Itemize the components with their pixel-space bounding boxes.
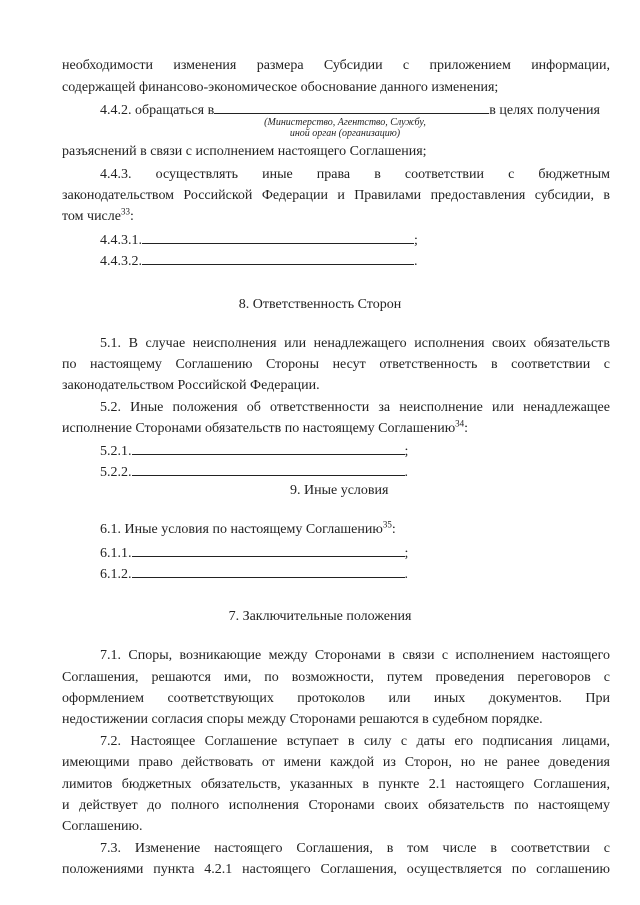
paragraph-line: и действует до полного исполнения Сторонами своих обязательств по настоящему — [62, 798, 610, 813]
paragraph-line: недостижении согласия споры между Сторонами решаются в судебном порядке. — [62, 712, 543, 727]
blank-field — [132, 441, 405, 455]
paragraph-line: 4.4.3. осуществлять иные права в соответствии с бюджетным — [100, 167, 610, 182]
item-end: . — [404, 465, 408, 480]
footnote-ref: 34 — [455, 418, 465, 429]
item-number: 5.2.2. — [100, 465, 132, 480]
paragraph-line: по настоящему Соглашению Стороны несут ответственность в соответствии с — [62, 357, 610, 372]
field-hint: (Министерство, Агентство, Службу, — [264, 117, 426, 128]
paragraph-line: Соглашения, решаются ими, по возможности, путем проведения переговоров с — [62, 670, 610, 685]
item-end: ; — [404, 546, 409, 561]
list-item — [100, 564, 610, 584]
blank-field — [142, 251, 414, 265]
clause-text: том числе — [62, 209, 121, 224]
field-hint: иной орган (организацию) — [289, 128, 401, 139]
item-end: . — [414, 254, 418, 269]
list-item — [100, 230, 610, 250]
list-item — [100, 543, 610, 563]
clause-text: в целях получения — [489, 103, 600, 118]
paragraph-line: положениями пункта 4.2.1 настоящего Соглашения, осуществляется по соглашению — [62, 862, 610, 877]
item-end: ; — [404, 444, 409, 459]
paragraph-line: законодательством Российской Федерации и Правилами предоставления субсидии, в — [62, 188, 610, 203]
blank-field — [132, 543, 405, 557]
footnote-ref: 35 — [382, 519, 392, 530]
paragraph-line: 7.2. Настоящее Соглашение вступает в силу с даты его подписания лицами, — [100, 734, 610, 749]
paragraph-line: 7.3. Изменение настоящего Соглашения, в том числе в соответствии с — [100, 841, 610, 856]
item-end: ; — [414, 233, 418, 248]
paragraph-line: 5.2. Иные положения об ответственности за неисполнение или ненадлежащее — [100, 400, 610, 415]
list-item — [100, 462, 610, 482]
paragraph-line: 5.1. В случае неисполнения или ненадлежащего исполнения своих обязательств — [100, 336, 610, 351]
item-number: 5.2.1. — [100, 444, 132, 459]
paragraph-line: необходимости изменения размера Субсидии с приложением информации, — [62, 58, 610, 73]
section-title: 9. Иные условия — [290, 483, 389, 498]
clause-text: 6.1. Иные условия по настоящему Соглашению — [100, 522, 383, 537]
paragraph-line — [62, 420, 610, 438]
paragraph-line — [100, 521, 610, 539]
item-number: 6.1.1. — [100, 546, 132, 561]
blank-field — [214, 100, 489, 114]
paragraph-line: оформлением соответствующих протоколов или иных документов. При — [62, 691, 610, 706]
paragraph-line: законодательством Российской Федерации. — [62, 378, 320, 393]
clause-text: исполнение Сторонами обязательств по настоящему Соглашению — [62, 421, 456, 436]
item-number: 4.4.3.1. — [100, 233, 142, 248]
paragraph-line: разъяснений в связи с исполнением настоящего Соглашения; — [62, 144, 427, 159]
clause-text: : — [464, 421, 469, 436]
paragraph-line: содержащей финансово-экономическое обоснование данного изменения; — [62, 80, 499, 95]
blank-field — [142, 230, 414, 244]
paragraph-line: Соглашению. — [62, 819, 143, 834]
paragraph-line: имеющими право действовать от имени каждой из Сторон, но не ранее доведения — [62, 755, 610, 770]
clause-text: 4.4.2. обращаться в — [100, 103, 215, 118]
section-title: 8. Ответственность Сторон — [238, 297, 402, 312]
clause-text: : — [391, 522, 396, 537]
section-title: 7. Заключительные положения — [228, 609, 412, 624]
list-item — [100, 251, 610, 271]
footnote-ref: 33 — [120, 206, 130, 217]
paragraph-line — [62, 208, 610, 226]
clause-text: : — [129, 209, 134, 224]
item-number: 4.4.3.2. — [100, 254, 142, 269]
item-number: 6.1.2. — [100, 567, 132, 582]
blank-field — [132, 564, 405, 578]
paragraph-line: лимитов бюджетных обязательств, указанных в пункте 2.1 настоящего Соглашения, — [62, 777, 610, 792]
blank-field — [132, 462, 405, 476]
item-end: . — [404, 567, 408, 582]
list-item — [100, 441, 610, 461]
paragraph-line: 7.1. Споры, возникающие между Сторонами в связи с исполнением настоящего — [100, 648, 610, 663]
